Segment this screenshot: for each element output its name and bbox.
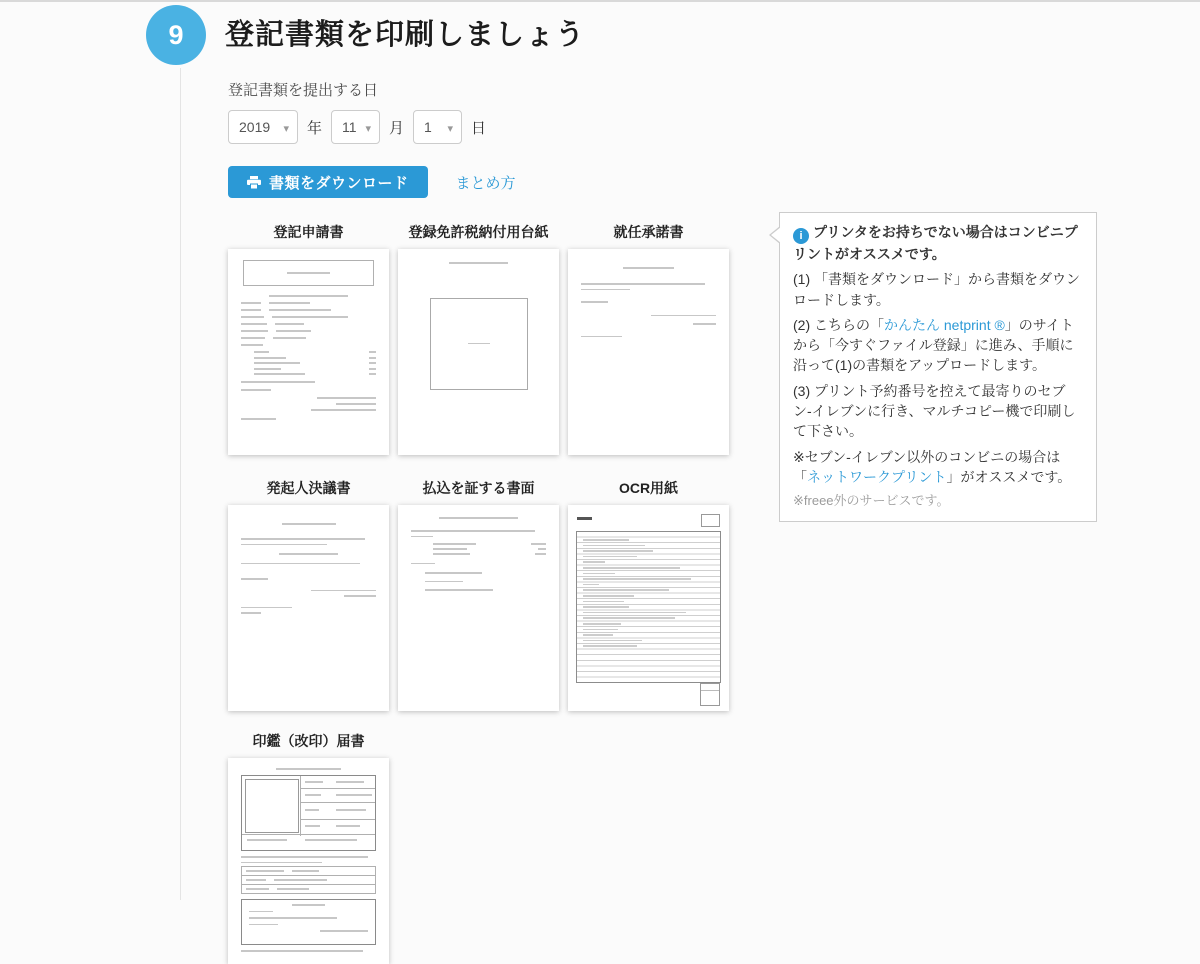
- info-footnote: ※freee外のサービスです。: [793, 493, 950, 509]
- actions-row: [228, 166, 516, 198]
- download-documents-button[interactable]: [228, 166, 428, 198]
- document-preview-inkan-todokesho: [228, 758, 389, 964]
- document-preview-touki-shinseisho: [228, 249, 389, 455]
- submit-date-label: 登記書類を提出する日: [228, 82, 379, 99]
- document-title: 発起人決議書: [266, 480, 351, 496]
- document-title: 就任承諾書: [613, 224, 684, 240]
- document-title: 印鑑（改印）届書: [252, 733, 365, 749]
- document-card-touki-shinseisho: [228, 222, 389, 455]
- year-select-value: 2019: [239, 119, 271, 135]
- document-title: 払込を証する書面: [422, 480, 535, 496]
- info-step-2: (2) こちらの「かんたん netprint ®」のサイトから「今すぐファイル登録」に進み、手順に沿って(1)の書類をアップロードします。: [793, 316, 1074, 374]
- year-unit-label: 年: [307, 119, 323, 137]
- document-card-haraikomi-shomen: [398, 478, 559, 711]
- document-preview-hokkinin-ketsugisho: [228, 505, 389, 711]
- day-unit-label: 日: [471, 119, 487, 137]
- info-step-1: (1) 「書類をダウンロード」から書類をダウンロードします。: [793, 271, 1080, 308]
- chevron-down-icon: [360, 119, 371, 135]
- netprint-link[interactable]: かんたん netprint ®: [884, 316, 1005, 333]
- step-number-badge: 9: [146, 5, 206, 65]
- info-headline: iプリンタをお持ちでない場合はコンビニプリントがオススメです。: [793, 222, 1083, 264]
- document-preview-ocr-yoshi: [568, 505, 729, 711]
- document-title: OCR用紙: [618, 480, 679, 496]
- document-card-hokkinin-ketsugisho: [228, 478, 389, 711]
- month-unit-label: 月: [389, 119, 405, 137]
- day-select[interactable]: [413, 110, 462, 144]
- page-top-border: [0, 0, 1200, 2]
- document-preview-haraikomi-shomen: [398, 505, 559, 711]
- year-select[interactable]: [228, 110, 298, 144]
- step-timeline-line: [180, 68, 181, 900]
- matome-link[interactable]: まとめ方: [455, 174, 516, 192]
- submit-date-row: [228, 110, 486, 144]
- month-select-value: 11: [342, 119, 357, 135]
- document-card-inkan-todokesho: [228, 731, 389, 964]
- document-preview-shunin-shodakusho: [568, 249, 729, 455]
- document-title: 登録免許税納付用台紙: [408, 224, 549, 240]
- document-card-menkyozei-daishi: [398, 222, 559, 455]
- page-title: 登記書類を印刷しましょう: [225, 19, 586, 51]
- document-card-shunin-shodakusho: [568, 222, 729, 455]
- info-note: ※セブン-イレブン以外のコンビニの場合は「ネットワークプリント」がオススメです。: [793, 448, 1072, 485]
- printer-icon: [247, 176, 261, 189]
- info-icon: [793, 228, 809, 244]
- document-card-ocr-yoshi: [568, 478, 729, 711]
- day-select-value: 1: [424, 119, 432, 135]
- info-step-3: (3) プリント予約番号を控えて最寄りのセブン-イレブンに行き、マルチコピー機で印刷して下さい。: [793, 382, 1076, 440]
- network-print-link[interactable]: ネットワークプリント: [807, 468, 947, 485]
- month-select[interactable]: [331, 110, 380, 144]
- chevron-down-icon: [278, 119, 289, 135]
- chevron-down-icon: [443, 119, 454, 135]
- convenience-print-info-box: [779, 212, 1097, 522]
- document-preview-menkyozei-daishi: [398, 249, 559, 455]
- document-title: 登記申請書: [273, 224, 344, 240]
- download-button-label: 書類をダウンロード: [269, 174, 409, 192]
